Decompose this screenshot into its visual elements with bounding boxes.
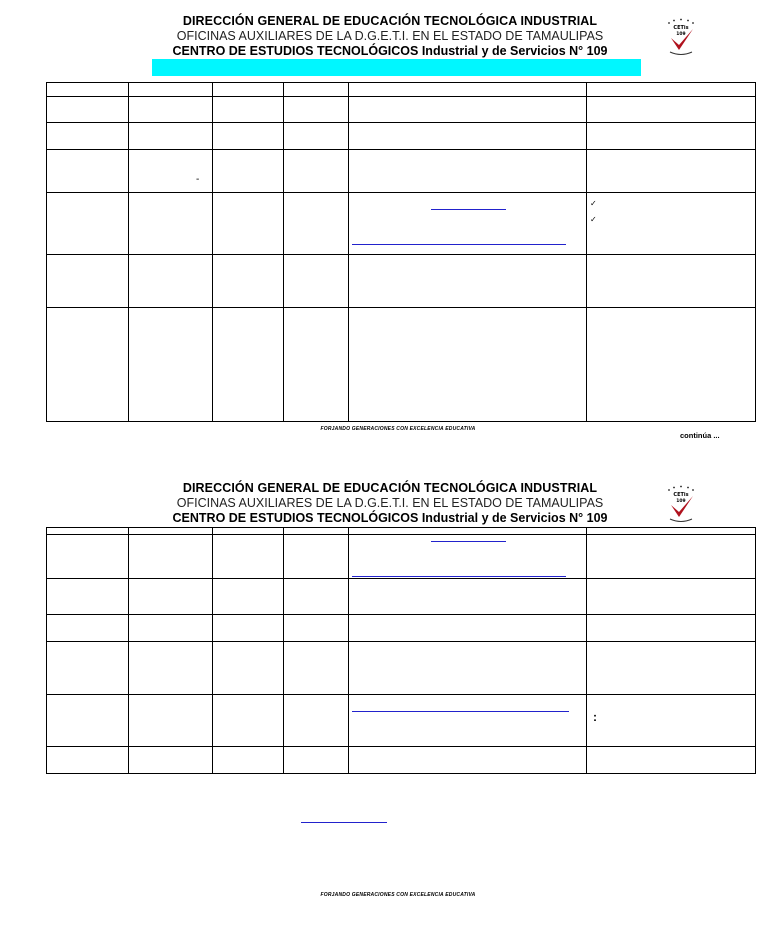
table-cell bbox=[587, 150, 756, 193]
data-table-2 bbox=[46, 527, 756, 774]
colon-mark: : bbox=[593, 710, 597, 724]
table-cell bbox=[349, 642, 587, 695]
table-cell bbox=[284, 579, 349, 615]
table-cell bbox=[284, 642, 349, 695]
table-cell bbox=[587, 83, 756, 97]
highlight-bar bbox=[152, 59, 641, 76]
table-row bbox=[47, 642, 756, 695]
table-cell bbox=[213, 308, 284, 422]
table-cell bbox=[284, 97, 349, 123]
table-cell bbox=[284, 255, 349, 308]
table-cell bbox=[213, 150, 284, 193]
table-row bbox=[47, 535, 756, 579]
table-row bbox=[47, 747, 756, 774]
table-cell bbox=[47, 535, 129, 579]
table-cell bbox=[213, 123, 284, 150]
table-cell bbox=[47, 123, 129, 150]
table-cell bbox=[129, 308, 213, 422]
table-cell bbox=[129, 615, 213, 642]
continues-label: continúa ... bbox=[680, 431, 720, 440]
table-cell bbox=[284, 193, 349, 255]
table-row bbox=[47, 695, 756, 747]
table-cell bbox=[129, 255, 213, 308]
table-cell bbox=[47, 97, 129, 123]
table-cell bbox=[213, 615, 284, 642]
table-cell bbox=[47, 615, 129, 642]
table-cell bbox=[587, 528, 756, 535]
table-cell bbox=[213, 97, 284, 123]
table-cell bbox=[47, 528, 129, 535]
table-cell bbox=[213, 83, 284, 97]
table-cell bbox=[47, 642, 129, 695]
table-cell bbox=[587, 255, 756, 308]
table-cell bbox=[213, 535, 284, 579]
table-cell bbox=[587, 615, 756, 642]
link-underline[interactable] bbox=[352, 711, 569, 712]
table-cell bbox=[349, 193, 587, 255]
table-cell bbox=[47, 150, 129, 193]
table-row bbox=[47, 308, 756, 422]
table-row bbox=[47, 615, 756, 642]
page-footer: FORJANDO GENERACIONES CON EXCELENCIA EDUCATIVA bbox=[320, 892, 476, 898]
svg-text:CETis: CETis bbox=[673, 492, 689, 498]
table-cell bbox=[47, 695, 129, 747]
table-cell bbox=[129, 193, 213, 255]
table-cell bbox=[349, 528, 587, 535]
check-icon: ✓ bbox=[590, 215, 597, 224]
svg-text:CETis: CETis bbox=[673, 25, 689, 31]
table-cell bbox=[213, 695, 284, 747]
table-cell bbox=[587, 97, 756, 123]
page-2 bbox=[0, 460, 768, 932]
table-row bbox=[47, 97, 756, 123]
table-cell bbox=[213, 528, 284, 535]
table-cell bbox=[213, 193, 284, 255]
table-cell bbox=[349, 97, 587, 123]
table-cell bbox=[349, 255, 587, 308]
table-cell bbox=[129, 695, 213, 747]
table-cell bbox=[349, 695, 587, 747]
table-cell bbox=[349, 150, 587, 193]
dash-mark: - bbox=[196, 174, 200, 185]
check-icon: ✓ bbox=[590, 199, 597, 208]
table-cell bbox=[129, 97, 213, 123]
table-cell bbox=[587, 642, 756, 695]
table-cell bbox=[129, 579, 213, 615]
school-logo-icon bbox=[664, 485, 698, 525]
table-cell bbox=[587, 579, 756, 615]
table-cell bbox=[587, 747, 756, 774]
table-cell bbox=[587, 123, 756, 150]
table-cell bbox=[587, 535, 756, 579]
table-cell bbox=[349, 83, 587, 97]
table-cell bbox=[213, 255, 284, 308]
table-cell bbox=[349, 579, 587, 615]
table-cell bbox=[284, 747, 349, 774]
table-cell bbox=[284, 528, 349, 535]
table-cell bbox=[284, 150, 349, 193]
table-cell bbox=[349, 308, 587, 422]
table-row bbox=[47, 150, 756, 193]
page-1 bbox=[0, 0, 768, 460]
table-cell bbox=[213, 747, 284, 774]
table-cell bbox=[284, 123, 349, 150]
table-cell bbox=[284, 615, 349, 642]
table-row bbox=[47, 83, 756, 97]
table-cell bbox=[349, 747, 587, 774]
link-underline[interactable] bbox=[352, 244, 566, 245]
table-cell bbox=[129, 123, 213, 150]
header-line-2: OFICINAS AUXILIARES DE LA D.G.E.T.I. EN EL ESTADO DE TAMAULIPAS bbox=[176, 496, 604, 510]
header-line-1: DIRECCIÓN GENERAL DE EDUCACIÓN TECNOLÓGICA INDUSTRIAL bbox=[182, 481, 598, 495]
header-line-3: CENTRO DE ESTUDIOS TECNOLÓGICOS Industrial y de Servicios N° 109 bbox=[172, 511, 608, 525]
data-table-1 bbox=[46, 82, 756, 422]
link-underline[interactable] bbox=[301, 822, 387, 823]
table-cell bbox=[349, 123, 587, 150]
table-cell bbox=[284, 535, 349, 579]
table-cell bbox=[213, 642, 284, 695]
svg-text:109: 109 bbox=[676, 499, 686, 504]
table-row bbox=[47, 123, 756, 150]
table-cell bbox=[213, 579, 284, 615]
table-row bbox=[47, 579, 756, 615]
table-cell bbox=[349, 535, 587, 579]
table-cell bbox=[47, 83, 129, 97]
table-cell bbox=[284, 695, 349, 747]
page-footer: FORJANDO GENERACIONES CON EXCELENCIA EDUCATIVA bbox=[320, 426, 476, 432]
table-cell bbox=[47, 308, 129, 422]
link-underline[interactable] bbox=[431, 209, 506, 210]
table-row bbox=[47, 193, 756, 255]
table-cell bbox=[284, 83, 349, 97]
school-logo-icon bbox=[664, 18, 698, 58]
table-cell bbox=[349, 615, 587, 642]
table-row bbox=[47, 255, 756, 308]
table-cell bbox=[47, 193, 129, 255]
table-cell bbox=[47, 747, 129, 774]
table-cell bbox=[129, 83, 213, 97]
table-cell bbox=[587, 695, 756, 747]
header-line-1: DIRECCIÓN GENERAL DE EDUCACIÓN TECNOLÓGICA INDUSTRIAL bbox=[182, 14, 598, 28]
table-cell bbox=[47, 255, 129, 308]
table-cell bbox=[587, 308, 756, 422]
svg-text:109: 109 bbox=[676, 32, 686, 37]
table-cell bbox=[129, 528, 213, 535]
header-line-2: OFICINAS AUXILIARES DE LA D.G.E.T.I. EN EL ESTADO DE TAMAULIPAS bbox=[176, 29, 604, 43]
header-line-3: CENTRO DE ESTUDIOS TECNOLÓGICOS Industrial y de Servicios N° 109 bbox=[172, 44, 608, 58]
link-underline[interactable] bbox=[431, 541, 506, 542]
table-cell bbox=[129, 535, 213, 579]
table-cell bbox=[129, 642, 213, 695]
table-cell bbox=[284, 308, 349, 422]
table-row bbox=[47, 528, 756, 535]
table-cell bbox=[129, 150, 213, 193]
link-underline[interactable] bbox=[352, 576, 566, 577]
table-cell bbox=[129, 747, 213, 774]
table-cell bbox=[47, 579, 129, 615]
table-cell bbox=[587, 193, 756, 255]
